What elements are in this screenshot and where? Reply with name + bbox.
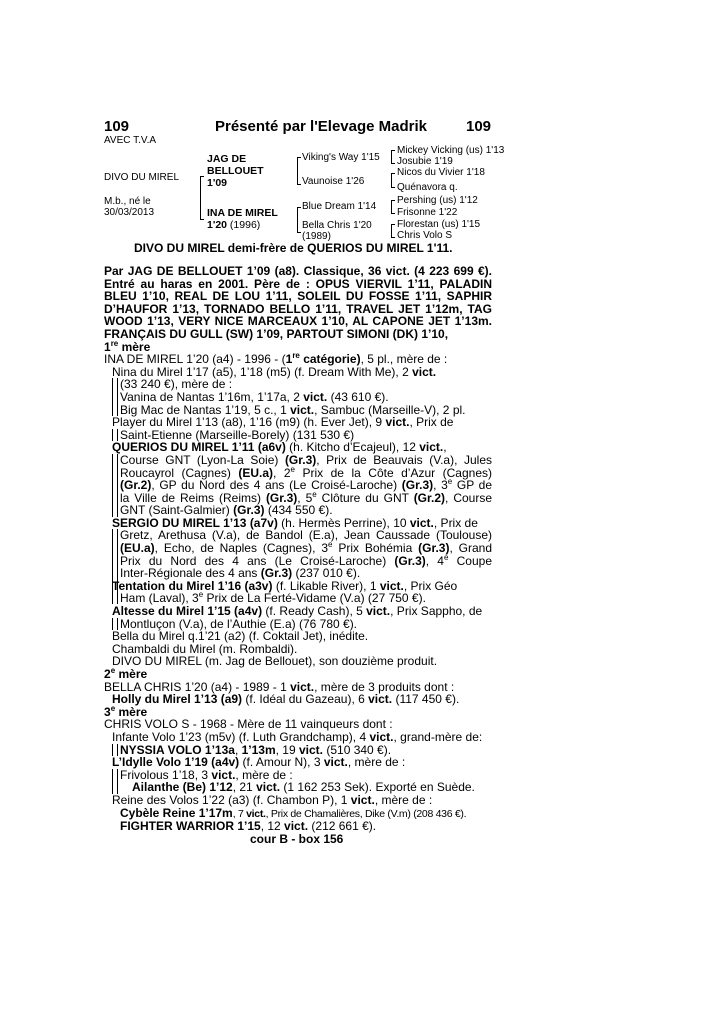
catalog-body — [104, 265, 492, 845]
produce-holly: Holly du Mirel 1’13 (a9) (f. Idéal du Gazeau), 6 vict. (117 450 €). — [112, 692, 460, 707]
querios-line-4: (Gr.2), GP du Nord des 4 ans (Le Croisé-Laroche) (Gr.3), 3e GP de — [120, 477, 493, 493]
querios-line-3: Roucayrol (Cagnes) (EU.a), 2e Prix de la Côte d’Azur (Cagnes) — [120, 464, 492, 480]
produce-lidylle: L’Idylle Volo 1’19 (a4v) (f. Amour N), 3 vict., mère de : — [112, 755, 406, 770]
sire-paragraph-1: Par JAG DE BELLOUET 1’09 (a8). Classique, 36 vict. (4 223 699 €). — [104, 264, 492, 278]
dam-name: INA DE MIREL — [207, 207, 278, 219]
section-third-dam: 3e mère — [104, 703, 148, 719]
sire-time: 1'09 — [207, 177, 228, 189]
indent-bar — [112, 618, 118, 630]
indent-bar — [112, 592, 118, 604]
pedigree-bracket — [200, 176, 204, 220]
gg-bracket-1 — [391, 150, 395, 164]
birth-line-1: M.b., né le — [104, 196, 151, 207]
second-dam-line: BELLA CHRIS 1’20 (a4) - 1989 - 1 vict., mère de 3 produits dont : — [104, 679, 455, 694]
produce-nyssia: NYSSIA VOLO 1’13a, 1’13m, 19 vict. (510 340 €). — [104, 744, 492, 757]
ggs-3: Nicos du Vivier 1'18 — [397, 167, 485, 178]
tentation-line-2: Ham (Laval), 3e Prix de La Ferté-Vidame (V.a) (27 750 €). — [104, 592, 492, 605]
ggs-4: Quénavora q. — [397, 182, 458, 193]
dam-detail: 1'20 (1996) — [207, 219, 261, 231]
produce-nina: Nina du Mirel 1’17 (a5), 1’18 (m5) (f. Dream With Me), 2 vict. — [112, 364, 437, 379]
produce-sergio: SERGIO DU MIREL 1’13 (a7v) (h. Hermès Perrine), 10 vict., Prix de — [112, 515, 478, 530]
grandsire-4-year: (1989) — [302, 231, 331, 242]
produce-querios: QUERIOS DU MIREL 1’11 (a6v) (h. Kitcho d’Ecajeul), 12 vict., — [112, 440, 447, 455]
lot-number-left: 109 — [104, 118, 130, 135]
produce-ailanthe: Ailanthe (Be) 1’12, 21 vict. (1 162 253 Sek). Exporté en Suède. — [132, 780, 475, 795]
grandsire-3: Blue Dream 1'14 — [302, 201, 377, 212]
produce-fighter: FIGHTER WARRIOR 1’15, 12 vict. (212 661 €). — [120, 819, 377, 834]
indent-bar — [112, 744, 118, 756]
subtitle: DIVO DU MIREL demi-frère de QUERIOS DU MIREL 1'11. — [134, 241, 453, 255]
querios-line-5: la Ville de Reims (Reims) (Gr.3), 5e Clôture du GNT (Gr.2), Course — [120, 489, 493, 505]
gg-bracket-4 — [391, 224, 395, 238]
querios-line-2: Course GNT (Lyon-La Soie) (Gr.3), Prix de Beauvais (V.a), Jules — [104, 454, 492, 467]
produce-player-cont: Saint-Etienne (Marseille-Borely) (131 530 €) — [104, 429, 492, 442]
lot-number-right: 109 — [466, 118, 492, 135]
produce-bigmac: Big Mac de Nantas 1’19, 5 c., 1 vict., Sambuc (Marseille-V), 2 pl. — [120, 402, 466, 417]
ggs-2: Josubie 1'19 — [397, 156, 453, 167]
querios-line-6: GNT (Saint-Galmier) (Gr.3) (434 550 €). — [120, 503, 333, 518]
sire-paragraph-3: BLEU 1’10, REAL DE LOU 1’11, SOLEIL DU FOSSE 1’11, SAPHIR — [104, 289, 492, 304]
page-title: Présenté par l'Elevage Madrik — [215, 118, 427, 135]
horse-name: DIVO DU MIREL — [104, 172, 180, 183]
produce-reine: Reine des Volos 1’22 (a3) (f. Chambon P), 1 vict., mère de : — [112, 792, 433, 807]
produce-nina-cont: (33 240 €), mère de : — [104, 378, 492, 391]
ggs-1: Mickey Vicking (us) 1'13 — [397, 145, 505, 156]
section-second-dam: 2e mère — [104, 666, 148, 681]
produce-cybele: Cybèle Reine 1’17m, 7 vict., Prix de Chamalières, Dike (V.m) (208 436 €). — [120, 805, 467, 820]
sergio-line-4: Prix du Nord des 4 ans (Le Croisé-Laroche) (Gr.3), 4e Coupe — [120, 552, 492, 568]
produce-divo: DIVO DU MIREL (m. Jag de Bellouet), son douzième produit. — [112, 654, 438, 669]
produce-vanina: Vanina de Nantas 1’16m, 1’17a, 2 vict. (43 610 €). — [120, 389, 389, 404]
grandsire-1: Viking's Way 1'15 — [302, 152, 380, 163]
produce-frivolous: Frivolous 1’18, 3 vict., mère de : — [104, 769, 492, 782]
produce-bella: Bella du Mirel q.1’21 (a2) (f. Coktail Jet), inédite. — [112, 629, 369, 644]
ggs-5: Pershing (us) 1'12 — [397, 195, 478, 206]
sire-paragraph-5: WOOD 1’13, VERY NICE MARCEAUX 1’10, AL CAPONE JET 1’13m. — [104, 314, 492, 329]
section-first-dam: 1re mère — [104, 338, 151, 354]
sire-name-1: JAG DE — [207, 153, 247, 165]
produce-altesse: Altesse du Mirel 1’15 (a4v) (f. Ready Cash), 5 vict., Prix Sappho, de — [112, 604, 483, 619]
tva-note: AVEC T.V.A — [104, 135, 157, 146]
box-location: cour B - box 156 — [250, 831, 344, 846]
produce-chambaldi: Chambaldi du Mirel (m. Rombaldi). — [112, 641, 298, 656]
produce-infante: Infante Volo 1’23 (m5v) (f. Luth Grandchamp), 4 vict., grand-mère de: — [112, 729, 483, 744]
dam-line: INA DE MIREL 1’20 (a4) - 1996 - (1re catégorie), 5 pl., mère de : — [104, 351, 448, 367]
sire-paragraph-2: Entré au haras en 2001. Père de : OPUS VIERVIL 1’11, PALADIN — [104, 276, 492, 291]
ggs-7: Florestan (us) 1'15 — [397, 219, 481, 230]
sergio-line-2: Gretz, Arethusa (V.a), de Bandol (E.a), Jean Caussade (Toulouse) — [104, 529, 492, 542]
ggs-8: Chris Volo S — [397, 230, 453, 241]
altesse-line-2: Montluçon (V.a), de l’Authie (E.a) (76 780 €). — [104, 618, 492, 631]
grandsire-2: Vaunoise 1'26 — [302, 176, 365, 187]
sire-paragraph-4: D’HAUFOR 1’13, TORNADO BELLO 1’11, TRAVEL JET 1’12m, TAG — [104, 301, 492, 316]
sire-paragraph-6: FRANÇAIS DU GULL (SW) 1’09, PARTOUT SIMONI (DK) 1’10, — [104, 326, 449, 341]
sergio-line-5: Inter-Régionale des 4 ans (Gr.3) (237 010 €). — [120, 566, 361, 581]
gg-bracket-3 — [391, 200, 395, 214]
produce-tentation: Tentation du Mirel 1’16 (a3v) (f. Likable River), 1 vict., Prix Géo — [112, 578, 458, 593]
ggs-6: Frisonne 1'22 — [397, 207, 458, 218]
produce-player: Player du Mirel 1’13 (a8), 1’16 (m9) (h. Ever Jet), 9 vict., Prix de — [112, 415, 454, 430]
gg-bracket-2 — [391, 173, 395, 188]
grandsire-4: Bella Chris 1'20 — [302, 220, 372, 231]
sire-bracket — [297, 157, 301, 185]
third-dam-line: CHRIS VOLO S - 1968 - Mère de 11 vainqueurs dont : — [104, 717, 393, 732]
birth-line-2: 30/03/2013 — [104, 207, 155, 218]
indent-bar — [112, 429, 118, 441]
dam-bracket — [297, 207, 301, 233]
sergio-line-3: (EU.a), Echo, de Naples (Cagnes), 3e Prix Bohémia (Gr.3), Grand — [120, 540, 492, 556]
sire-name-2: BELLOUET — [207, 165, 264, 177]
